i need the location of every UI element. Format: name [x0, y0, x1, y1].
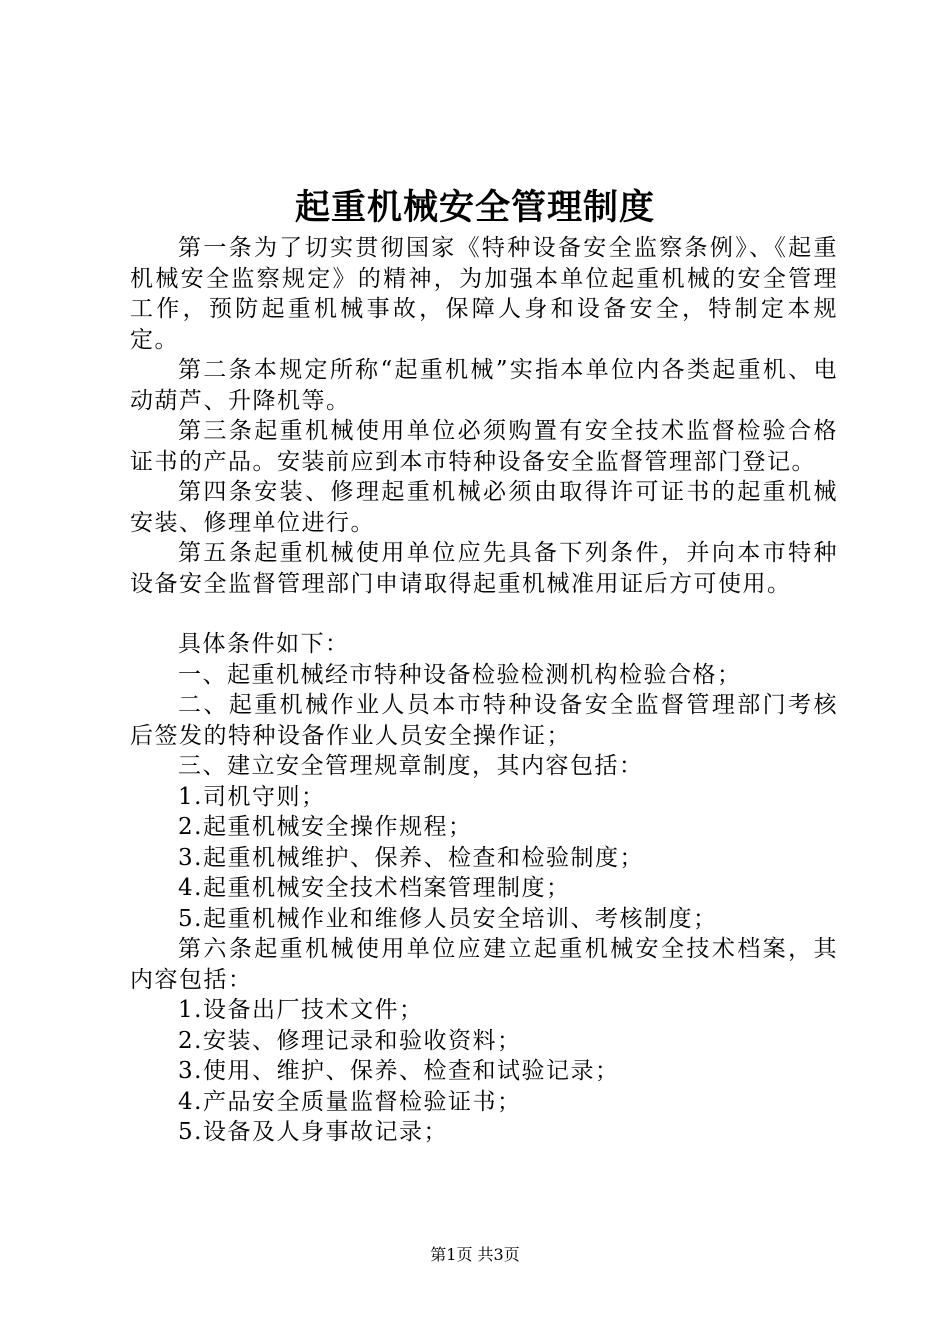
- list-item: 1.司机守则；: [178, 783, 326, 810]
- list-item: 2.起重机械安全操作规程；: [178, 814, 473, 840]
- document-body: [130, 233, 838, 1148]
- list-item: 4.产品安全质量监督检验证书；: [178, 1088, 522, 1115]
- paragraph: 第四条安装、修理起重机械必须由取得许可证书的起重机械安装、修理单位进行。: [130, 479, 838, 536]
- list-item: 2.安装、修理记录和验收资料；: [178, 1027, 522, 1054]
- paragraph: 具体条件如下：: [178, 631, 350, 657]
- paragraph: 第六条起重机械使用单位应建立起重机械安全技术档案，其内容包括：: [130, 936, 838, 993]
- paragraph: 第三条起重机械使用单位必须购置有安全技术监督检验合格证书的产品。安装前应到本市特种设备安全监督管理部门登记。: [130, 418, 838, 475]
- list-item: 4.起重机械安全技术档案管理制度；: [178, 875, 571, 901]
- paragraph-spacer: [130, 599, 838, 629]
- page-footer: 第1页 共3页: [430, 1245, 520, 1264]
- paragraph: 一、起重机械经市特种设备检验检测机构检验合格；: [178, 661, 742, 688]
- paragraph: 第二条本规定所称“起重机械”实指本单位内各类起重机、电动葫芦、升降机等。: [130, 357, 838, 414]
- list-item: 3.起重机械维护、保养、检查和检验制度；: [178, 844, 644, 871]
- page-title: 起重机械安全管理制度: [294, 187, 655, 228]
- list-item: 3.使用、维护、保养、检查和试验记录；: [178, 1058, 620, 1084]
- paragraph: 第五条起重机械使用单位应先具备下列条件，并向本市特种设备安全监督管理部门申请取得起重机械准用证后方可使用。: [130, 540, 838, 597]
- list-item: 1.设备出厂技术文件；: [178, 997, 424, 1023]
- list-item: 5.设备及人身事故记录；: [178, 1119, 448, 1145]
- paragraph: 三、建立安全管理规章制度，其内容包括：: [178, 753, 644, 779]
- paragraph: 二、起重机械作业人员本市特种设备安全监督管理部门考核后签发的特种设备作业人员安全操作证；: [130, 692, 838, 749]
- paragraph: 第一条为了切实贯彻国家《特种设备安全监察条例》、《起重机械安全监察规定》的精神，为加强本单位起重机械的安全管理工作，预防起重机械事故，保障人身和设备安全，特制定本规定。: [130, 235, 838, 353]
- list-item: 5.起重机械作业和维修人员安全培训、考核制度；: [178, 905, 718, 932]
